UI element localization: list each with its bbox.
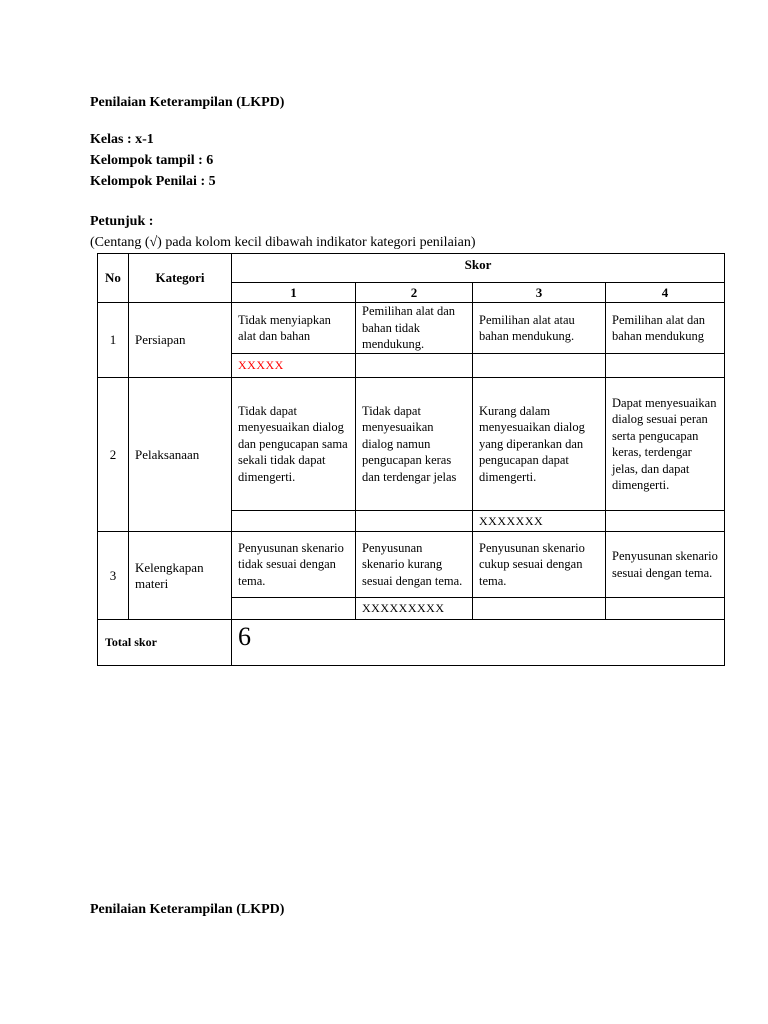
criteria-cell: Kurang dalam menyesuaikan dialog yang diperankan dan pengucapan dapat dimengerti.	[473, 378, 606, 511]
header-score-3: 3	[473, 283, 606, 303]
criteria-cell: Penyusunan skenario sesuai dengan tema.	[606, 532, 725, 598]
kelas-line: Kelas : x-1	[90, 132, 154, 147]
category-pelaksanaan: Pelaksanaan	[129, 378, 232, 532]
petunjuk-text: (Centang (√) pada kolom kecil dibawah indikator kategori penilaian)	[90, 235, 476, 250]
footer-title: Penilaian Keterampilan (LKPD)	[90, 902, 285, 917]
category-kelengkapan-materi: Kelengkapan materi	[129, 532, 232, 620]
check-cell[interactable]: XXXXXXX	[473, 511, 606, 532]
total-skor-label: Total skor	[98, 620, 232, 666]
total-skor-value[interactable]: 6	[232, 620, 725, 666]
category-persiapan: Persiapan	[129, 303, 232, 378]
kelompok-penilai-line: Kelompok Penilai : 5	[90, 174, 216, 189]
header-score-1: 1	[232, 283, 356, 303]
check-cell[interactable]	[606, 598, 725, 620]
criteria-cell: Pemilihan alat dan bahan tidak mendukung.	[356, 303, 473, 354]
check-cell[interactable]: XXXXX	[232, 354, 356, 378]
page-title: Penilaian Keterampilan (LKPD)	[90, 95, 285, 110]
check-cell[interactable]	[606, 511, 725, 532]
header-no: No	[98, 254, 129, 303]
criteria-cell: Pemilihan alat atau bahan mendukung.	[473, 303, 606, 354]
check-cell[interactable]	[232, 511, 356, 532]
header-skor: Skor	[232, 254, 725, 283]
criteria-cell: Penyusunan skenario tidak sesuai dengan tema.	[232, 532, 356, 598]
criteria-cell: Penyusunan skenario cukup sesuai dengan tema.	[473, 532, 606, 598]
header-score-2: 2	[356, 283, 473, 303]
header-kategori: Kategori	[129, 254, 232, 303]
check-cell[interactable]: XXXXXXXXX	[356, 598, 473, 620]
petunjuk-label: Petunjuk :	[90, 214, 154, 229]
kelompok-tampil-line: Kelompok tampil : 6	[90, 153, 214, 168]
check-cell[interactable]	[606, 354, 725, 378]
row-number: 1	[98, 303, 129, 378]
assessment-table	[97, 253, 725, 666]
check-cell[interactable]	[232, 598, 356, 620]
criteria-cell: Dapat menyesuaikan dialog sesuai peran serta pengucapan keras, terdengar jelas, dan dapat dimengerti.	[606, 378, 725, 511]
criteria-cell: Tidak menyiapkan alat dan bahan	[232, 303, 356, 354]
check-cell[interactable]	[473, 598, 606, 620]
criteria-cell: Penyusunan skenario kurang sesuai dengan tema.	[356, 532, 473, 598]
row-number: 2	[98, 378, 129, 532]
criteria-cell: Tidak dapat menyesuaikan dialog dan pengucapan sama sekali tidak dapat dimengerti.	[232, 378, 356, 511]
header-score-4: 4	[606, 283, 725, 303]
row-number: 3	[98, 532, 129, 620]
criteria-cell: Pemilihan alat dan bahan mendukung	[606, 303, 725, 354]
check-cell[interactable]	[356, 354, 473, 378]
criteria-cell: Tidak dapat menyesuaikan dialog namun pengucapan keras dan terdengar jelas	[356, 378, 473, 511]
check-cell[interactable]	[473, 354, 606, 378]
check-cell[interactable]	[356, 511, 473, 532]
